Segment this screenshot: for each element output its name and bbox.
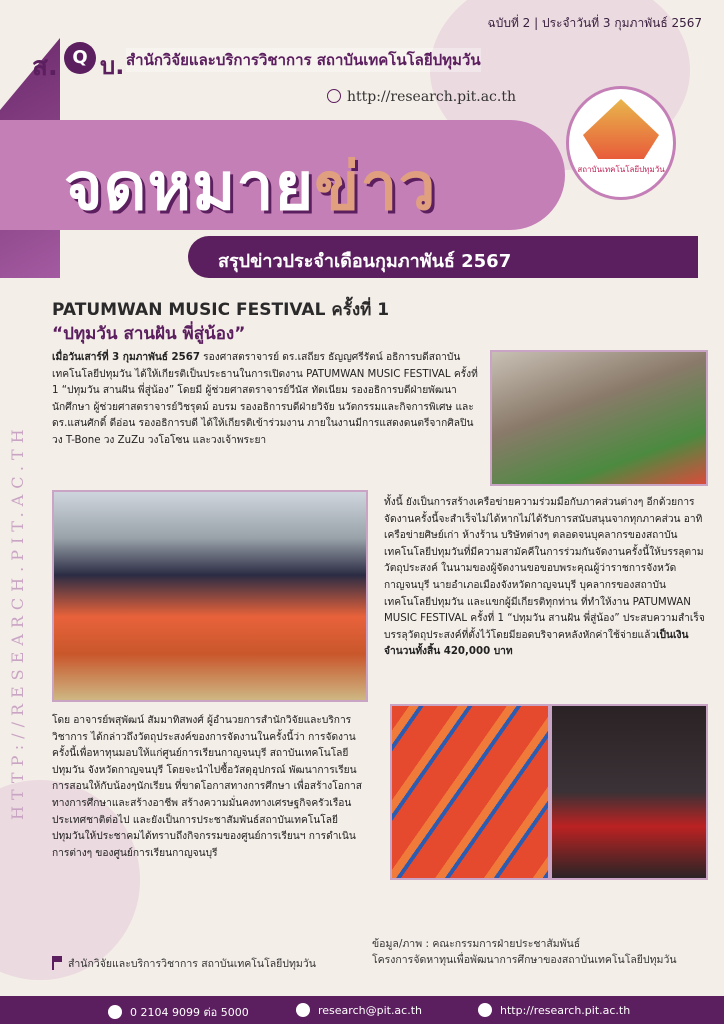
header-url[interactable] [327, 89, 516, 105]
org-name: สำนักวิจัยและบริการวิชาการ สถาบันเทคโนโลยีปทุมวัน [126, 48, 481, 72]
issue-info: ฉบับที่ 2 | ประจำวันที่ 3 กุมภาพันธ์ 2567 [487, 16, 702, 30]
footer-website-text: http://research.pit.ac.th [500, 1004, 631, 1017]
photo-lanyards [390, 704, 550, 880]
logo-letter-q: Q [64, 42, 96, 74]
footer-website[interactable] [478, 1003, 630, 1017]
flag-icon [52, 956, 64, 970]
photo-guitarist [550, 704, 708, 880]
phone-icon [108, 1005, 122, 1019]
article-paragraph-3: โดย อาจารย์พสุพัฒน์ สัมมาทิสพงศ์ ผู้อำนวยการสำนักวิจัยและบริการวิชาการ ได้กล่าวถึงวัตถุประสงค์ของการจัดงานในครั้งนี้ว่า การจัดงานครั้งนี้เพื่อหาทุนมอบให้แก่ศูนย์การเรียนกาญจนบุรี สถาบันเทคโนโลยีปทุมวัน จังหวัดกาญจนบุรี โดยจะนำไปซื้อวัสดุอุปกรณ์ พัฒนาการเรียนการสอนให้กับน้องๆนักเรียน ที่ขาดโอกาสทางการศึกษา เพื่อสร้างโอกาสทางการศึกษาและสร้างอาชีพ สร้างความมั่นคงทางเศรษฐกิจครัวเรือน ประเทศชาติต่อไป และยังเป็นการประชาสัมพันธ์สถาบันเทคโนโลยีปทุมวันให้ประชาคมได้ทราบถึงกิจกรรมของศูนย์การเรียนฯ การดำเนินการต่างๆ ของศูนย์การเรียนกาญจนบุรี [52, 715, 362, 859]
institute-emblem [566, 86, 676, 200]
globe-icon [327, 89, 341, 103]
footer-phone[interactable] [108, 1003, 249, 1021]
logo-letter-u: บ. [100, 52, 125, 80]
paragraph-2-amount: เป็นเงินจำนวนทั้งสิ้น 420,000 บาท [384, 629, 689, 658]
title-part1: จดหมาย [64, 148, 315, 225]
photo-group [52, 490, 368, 702]
paragraph-2-body: ทั้งนี้ ยังเป็นการสร้างเครือข่ายความร่วมมือกับภาคส่วนต่างๆ อีกด้วยการจัดงานครั้งนี้จะสำเร็จไม่ได้หากไม่ได้รับการสนับสนุนจากทุกภาคส่วน อาทิเครือข่ายศิษย์เก่า ห้างร้าน บริษัทต่างๆ ตลอดจนบุคลากรของสถาบันเทคโนโลยีปทุมวันที่มีความสามัคคีในการร่วมกันจัดงานครั้งนี้ให้บรรลุตามวัตถุประสงค์ ในนามของผู้จัดงานขอขอบพระคุณผู้ว่าราชการจังหวัดกาญจนบุรี นายอำเภอเมืองจังหวัดกาญจนบุรี บุคลากรของสถาบันเทคโนโลยีปทุมวัน และแขกผู้มีเกียรติทุกท่าน ที่ทำให้งาน PATUMWAN MUSIC FESTIVAL ครั้งที่ 1 “ปทุมวัน สานฝัน พี่สู่น้อง” ประสบความสำเร็จบรรลุวัตถุประสงค์ที่ตั้งไว้โดยมียอดบริจาคหลังหักค่าใช้จ่ายแล้ว [384, 497, 705, 641]
emblem-crown-icon [583, 99, 659, 159]
footer-org-text: สำนักวิจัยและบริการวิชาการ สถาบันเทคโนโลยีปทุมวัน [68, 958, 316, 970]
logo-letter-s: ส. [32, 52, 58, 82]
title-part2: ข่าว [314, 148, 437, 225]
photo-credit [372, 936, 677, 968]
paragraph-1-lead: เมื่อวันเสาร์ที่ 3 กุมภาพันธ์ 2567 [52, 352, 200, 363]
credit-line-2: โครงการจัดหาทุนเพื่อพัฒนาการศึกษาของสถาบันเทคโนโลยีปทุมวัน [372, 954, 677, 966]
article-subheadline: “ปทุมวัน สานฝัน พี่สู่น้อง” [52, 324, 246, 344]
paragraph-1-body: รองศาสตราจารย์ ดร.เสถียร ธัญญศรีรัตน์ อธิการบดีสถาบันเทคโนโลยีปทุมวัน ได้ให้เกียรติเป็นประธานในการเปิดงาน PATUMWAN MUSIC FESTIVAL ครั้งที่ 1 “ปทุมวัน สานฝัน พี่สู่น้อง” โดยมี ผู้ช่วยศาสตราจารย์วีนัส ทัดเนียม รองอธิการบดีฝ่ายพัฒนานักศึกษา ผู้ช่วยศาสตราจารย์วิชรุตม์ อบรม รองอธิการบดีฝ่ายวิจัย นวัตกรรมและกิจการพิเศษ และ ดร.แสนศักดิ์ ดีอ่อน รองอธิการบดี ได้ให้เกียรติเข้าร่วมงาน ภายในงานมีการแสดงดนตรีจากศิลปิน วง T-Bone วง ZuZu วงโอโซน และวงเจ้าพระยา [52, 352, 478, 446]
header-url-text: http://research.pit.ac.th [347, 89, 516, 105]
photo-statue [490, 350, 708, 486]
newsletter-title [64, 134, 437, 239]
side-url: HTTP://RESEARCH.PIT.AC.TH [8, 423, 27, 820]
footer-email-text: research@pit.ac.th [318, 1004, 423, 1017]
summary-title: สรุปข่าวประจำเดือนกุมภาพันธ์ 2567 [218, 251, 512, 272]
footer-email[interactable] [296, 1003, 422, 1017]
footer-phone-text: 0 2104 9099 ต่อ 5000 [130, 1006, 249, 1019]
article-paragraph-1 [52, 350, 480, 450]
website-icon [478, 1003, 492, 1017]
credit-line-1: ข้อมูล/ภาพ : คณะกรรมการฝ่ายประชาสัมพันธ์ [372, 938, 581, 950]
footer-org [52, 955, 316, 972]
article-headline: PATUMWAN MUSIC FESTIVAL ครั้งที่ 1 [52, 300, 390, 320]
emblem-text: สถาบันเทคโนโลยีปทุมวัน [577, 165, 665, 174]
org-logo [32, 42, 125, 82]
article-paragraph-2 [384, 495, 706, 661]
email-icon [296, 1003, 310, 1017]
